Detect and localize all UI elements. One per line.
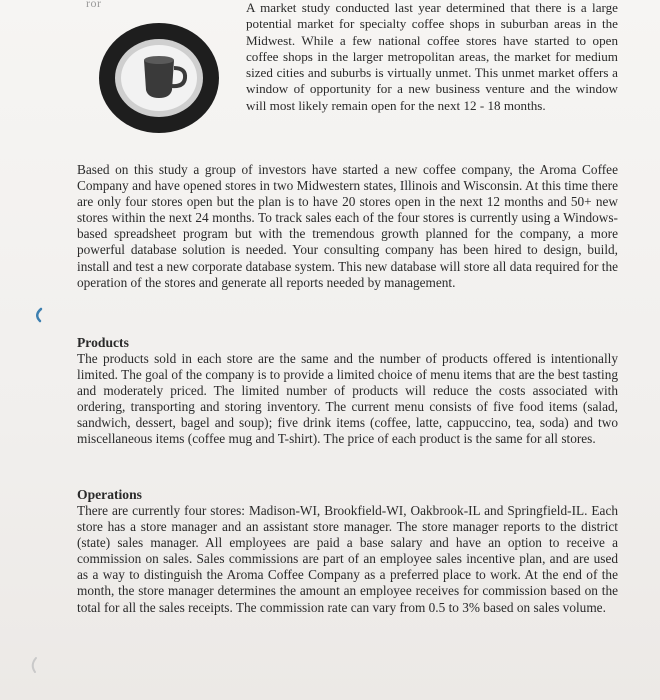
intro-paragraph: A market study conducted last year determined that there is a large potential market for specialty coffee shops in suburban areas in the Midwest. While a few national coffee stores have started to open coffee shops in the larger metropolitan areas, the market for medium sized cities and suburbs is virtually unmet. This unmet market offers a window of opportunity for a new business venture and the window will most likely remain open for the next 12 - 18 months. [246, 0, 618, 113]
operations-heading: Operations [77, 487, 142, 502]
blue-margin-mark-icon [31, 307, 45, 323]
top-cut-off-text: ror [86, 0, 102, 10]
main-paragraph: Based on this study a group of investors have started a new coffee company, the Aroma Coffee Company and have opened stores in two Midwestern states, Illinois and Wisconsin. At this time there are only four stores open but the plan is to have 20 stores open in the next 12 months and 50+ new stores within the next 24 months. To track sales each of the four stores is currently using a Windows-based spreadsheet program but with the tremendous growth planned for the company, a more powerful database solution is needed. Your consulting company has been hired to design, build, install and test a new corporate database system. This new database will store all data required for the operation of the stores and generate all reports needed by management. [77, 162, 618, 290]
coffee-cup-logo-icon [96, 20, 222, 136]
operations-paragraph: There are currently four stores: Madison-WI, Brookfield-WI, Oakbrook-IL and Springfield-IL. Each store has a store manager and an assistant store manager. The store manager reports to the district (state) sales manager. All employees are paid a base salary and have an option to receive a commission on sales. Sales commissions are part of an employee sales incentive plan, and are used as a way to distinguish the Aroma Coffee Company as a preferred place to work. At the end of the month, the store manager determines the amount an employee receives for commission based on the total for all the sales receipts. The commission rate can vary from 0.5 to 3% based on sales volume. [77, 503, 618, 615]
faint-margin-mark-icon [27, 656, 41, 674]
products-paragraph: The products sold in each store are the same and the number of products offered is intentionally limited. The goal of the company is to provide a limited choice of menu items that are the best tasting and moderately priced. The limited number of products will reduce the costs associated with ordering, transporting and storing inventory. The current menu consists of five food items (salad, sandwich, dessert, bagel and soup); five drink items (coffee, latte, cappuccino, tea, soda) and two miscellaneous items (coffee mug and T-shirt). The price of each product is the same for all stores. [77, 351, 618, 447]
products-heading: Products [77, 335, 129, 350]
